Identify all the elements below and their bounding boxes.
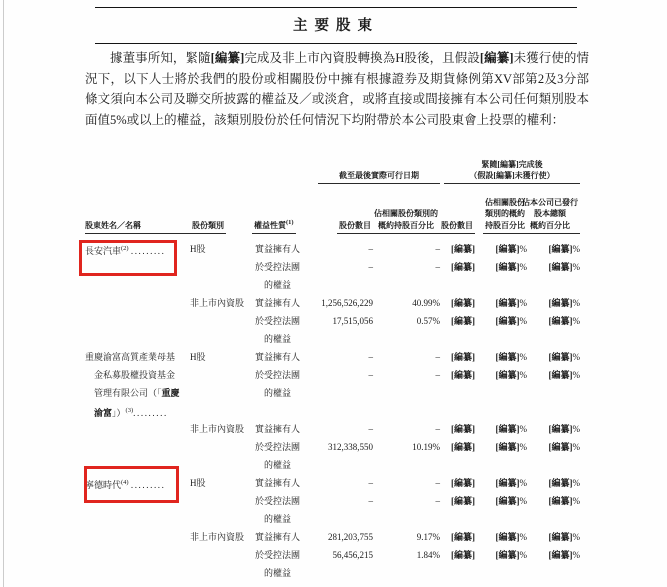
table-cell: – (368, 424, 373, 434)
table-cell: 281,203,755 (328, 532, 373, 542)
table-cell: – (368, 262, 373, 272)
table-cell: [編纂] (451, 496, 475, 506)
table-cell: [編纂]% (548, 532, 580, 542)
table-cell: 非上市內資股 (190, 532, 245, 542)
table-header (85, 148, 582, 234)
major-shareholders-table (85, 148, 582, 585)
table-cell: [編纂]% (495, 532, 527, 542)
table-cell: 於受控法團 (255, 550, 301, 560)
table-row (85, 297, 582, 315)
table-cell: 40.99% (412, 298, 440, 308)
table-cell: – (435, 262, 440, 272)
table-cell: 1.84% (416, 550, 440, 560)
table-cell: 的權益 (255, 568, 292, 578)
table-cell: 管理有限公司（「重慶 (85, 388, 180, 398)
group-header-immediately-following-completion: 緊隨[編纂]完成後 （假設[編纂]未獲行使） (444, 159, 580, 184)
table-cell: 的權益 (255, 460, 292, 470)
table-cell: 重慶渝富高質產業母基 (85, 352, 176, 362)
table-cell: – (435, 496, 440, 506)
table-cell: 於受控法團 (255, 316, 301, 326)
table-cell: 56,456,215 (332, 550, 373, 560)
table-cell: – (368, 244, 373, 254)
column-header-approx-pct-of-share-class-post: 佔相關股份 類別的概約 持股百分比 (475, 184, 527, 234)
table-cell: 非上市內資股 (190, 424, 245, 434)
table-cell: 312,338,550 (328, 442, 373, 452)
table-cell: 非上市內資股 (190, 298, 245, 308)
column-header-shareholder-name: 股東姓名／名稱 (85, 184, 190, 234)
table-cell: [編纂] (451, 262, 475, 272)
table-cell: [編纂]% (548, 316, 580, 326)
table-cell: – (435, 352, 440, 362)
table-cell: 渝富」）$^{(3)}$......... (94, 407, 168, 418)
table-cell: [編纂]% (495, 424, 527, 434)
table-body (85, 243, 582, 585)
table-cell: [編纂]% (495, 244, 527, 254)
table-cell: – (368, 370, 373, 380)
title-rule-bottom (95, 43, 577, 44)
table-cell: [編纂]% (495, 442, 527, 452)
table-row (85, 279, 582, 297)
table-cell: [編纂] (451, 316, 475, 326)
table-row (85, 531, 582, 549)
table-cell: – (435, 370, 440, 380)
table-row (85, 405, 582, 423)
table-cell: 於受控法團 (255, 262, 301, 272)
table-cell: [編纂]% (495, 496, 527, 506)
table-cell: [編纂]% (548, 424, 580, 434)
table-cell: 0.57% (416, 316, 440, 326)
table-row (85, 423, 582, 441)
column-header-number-of-shares-post: 股份數目 (440, 184, 475, 234)
table-cell: [編纂] (451, 424, 475, 434)
table-cell: 實益擁有人 (255, 244, 301, 254)
table-cell: 金私募股權投資基金 (85, 370, 176, 380)
column-header-nature-of-interest: 權益性質$^{(1)}$ (252, 184, 318, 234)
page-title: 主要股東 (293, 18, 379, 34)
table-cell: 的權益 (255, 280, 292, 290)
scan-edge (3, 0, 4, 587)
table-cell: 17,515,056 (332, 316, 373, 326)
table-cell: [編纂] (451, 244, 475, 254)
highlight-box-changan-auto (79, 240, 177, 276)
table-cell: [編纂] (451, 370, 475, 380)
table-cell: 9.17% (416, 532, 440, 542)
table-cell: 於受控法團 (255, 496, 301, 506)
table-cell: H股 (190, 352, 206, 362)
table-cell: [編纂]% (548, 244, 580, 254)
table-row (85, 333, 582, 351)
table-cell: [編纂]% (548, 370, 580, 380)
column-header-approx-pct-of-total-issued-capital: 佔本公司已發行 股本總額 概約百分比 (527, 184, 580, 234)
table-row (85, 315, 582, 333)
table-cell: [編纂] (451, 550, 475, 560)
table-cell: [編纂]% (548, 352, 580, 362)
table-cell: 於受控法團 (255, 442, 301, 452)
intro-paragraph: 據董事所知，緊隨[編纂]完成及非上市內資股轉換為H股後，且假設[編纂]未獲行使的情況下，以下人士將於我們的股份或相關股份中擁有根據證券及期貨條例第XV部第2及3分部條文須向本公司及聯交所披露的權益及／或淡倉，或將直接或間接擁有本公司任何類別股本面值5%或以上的權益，該類別股份於任何情況下均附帶於本公司股東會上投票的權利： (85, 51, 589, 127)
table-cell: 寧德時代$^{(4)}$ ......... (85, 479, 166, 490)
table-cell: – (435, 478, 440, 488)
table-row (85, 567, 582, 585)
column-header-share-class: 股份類別 (190, 184, 252, 234)
table-row (85, 351, 582, 369)
table-cell: [編纂]% (548, 478, 580, 488)
table-cell: [編纂]% (495, 298, 527, 308)
table-cell: 長安汽車$^{(2)}$ ......... (85, 245, 166, 256)
table-cell: – (368, 478, 373, 488)
table-cell: – (435, 244, 440, 254)
column-header-number-of-shares-current: 股份數目 (318, 184, 373, 234)
column-header-approx-pct-of-share-class-current: 佔相關股份類別的 概約持股百分比 (373, 184, 440, 234)
title-rule-top (95, 7, 577, 8)
table-cell: 於受控法團 (255, 370, 301, 380)
table-row (85, 369, 582, 387)
highlight-box-catl (84, 466, 179, 503)
table-cell: 實益擁有人 (255, 532, 301, 542)
table-cell: – (368, 496, 373, 506)
table-cell: 的權益 (255, 334, 292, 344)
table-row (85, 387, 582, 405)
table-cell: [編纂] (451, 442, 475, 452)
table-row (85, 549, 582, 567)
table-cell: [編纂]% (495, 316, 527, 326)
table-cell: [編纂] (451, 352, 475, 362)
table-cell: 的權益 (255, 388, 292, 398)
table-cell: [編纂]% (495, 262, 527, 272)
table-cell: – (435, 424, 440, 434)
table-cell: [編纂]% (548, 442, 580, 452)
table-cell: [編纂] (451, 478, 475, 488)
table-cell: H股 (190, 478, 206, 488)
table-cell: 10.19% (412, 442, 440, 452)
table-cell: 實益擁有人 (255, 298, 301, 308)
table-cell: 的權益 (255, 514, 292, 524)
table-cell: [編纂]% (548, 550, 580, 560)
table-row (85, 513, 582, 531)
table-cell: [編纂]% (548, 298, 580, 308)
table-cell: [編纂] (451, 532, 475, 542)
table-cell: 實益擁有人 (255, 352, 301, 362)
table-cell: 實益擁有人 (255, 478, 301, 488)
table-cell: 實益擁有人 (255, 424, 301, 434)
table-cell: – (368, 352, 373, 362)
table-cell: H股 (190, 244, 206, 254)
table-cell: [編纂]% (548, 262, 580, 272)
table-cell: [編纂]% (548, 496, 580, 506)
table-cell: [編纂]% (495, 478, 527, 488)
table-cell: [編纂]% (495, 370, 527, 380)
table-cell: [編纂] (451, 298, 475, 308)
table-cell: 1,256,526,229 (321, 298, 373, 308)
table-cell: [編纂]% (495, 352, 527, 362)
table-cell: [編纂]% (495, 550, 527, 560)
table-row (85, 441, 582, 459)
group-header-as-of-latest-practicable-date: 截至最後實際可行日期 (318, 170, 440, 184)
